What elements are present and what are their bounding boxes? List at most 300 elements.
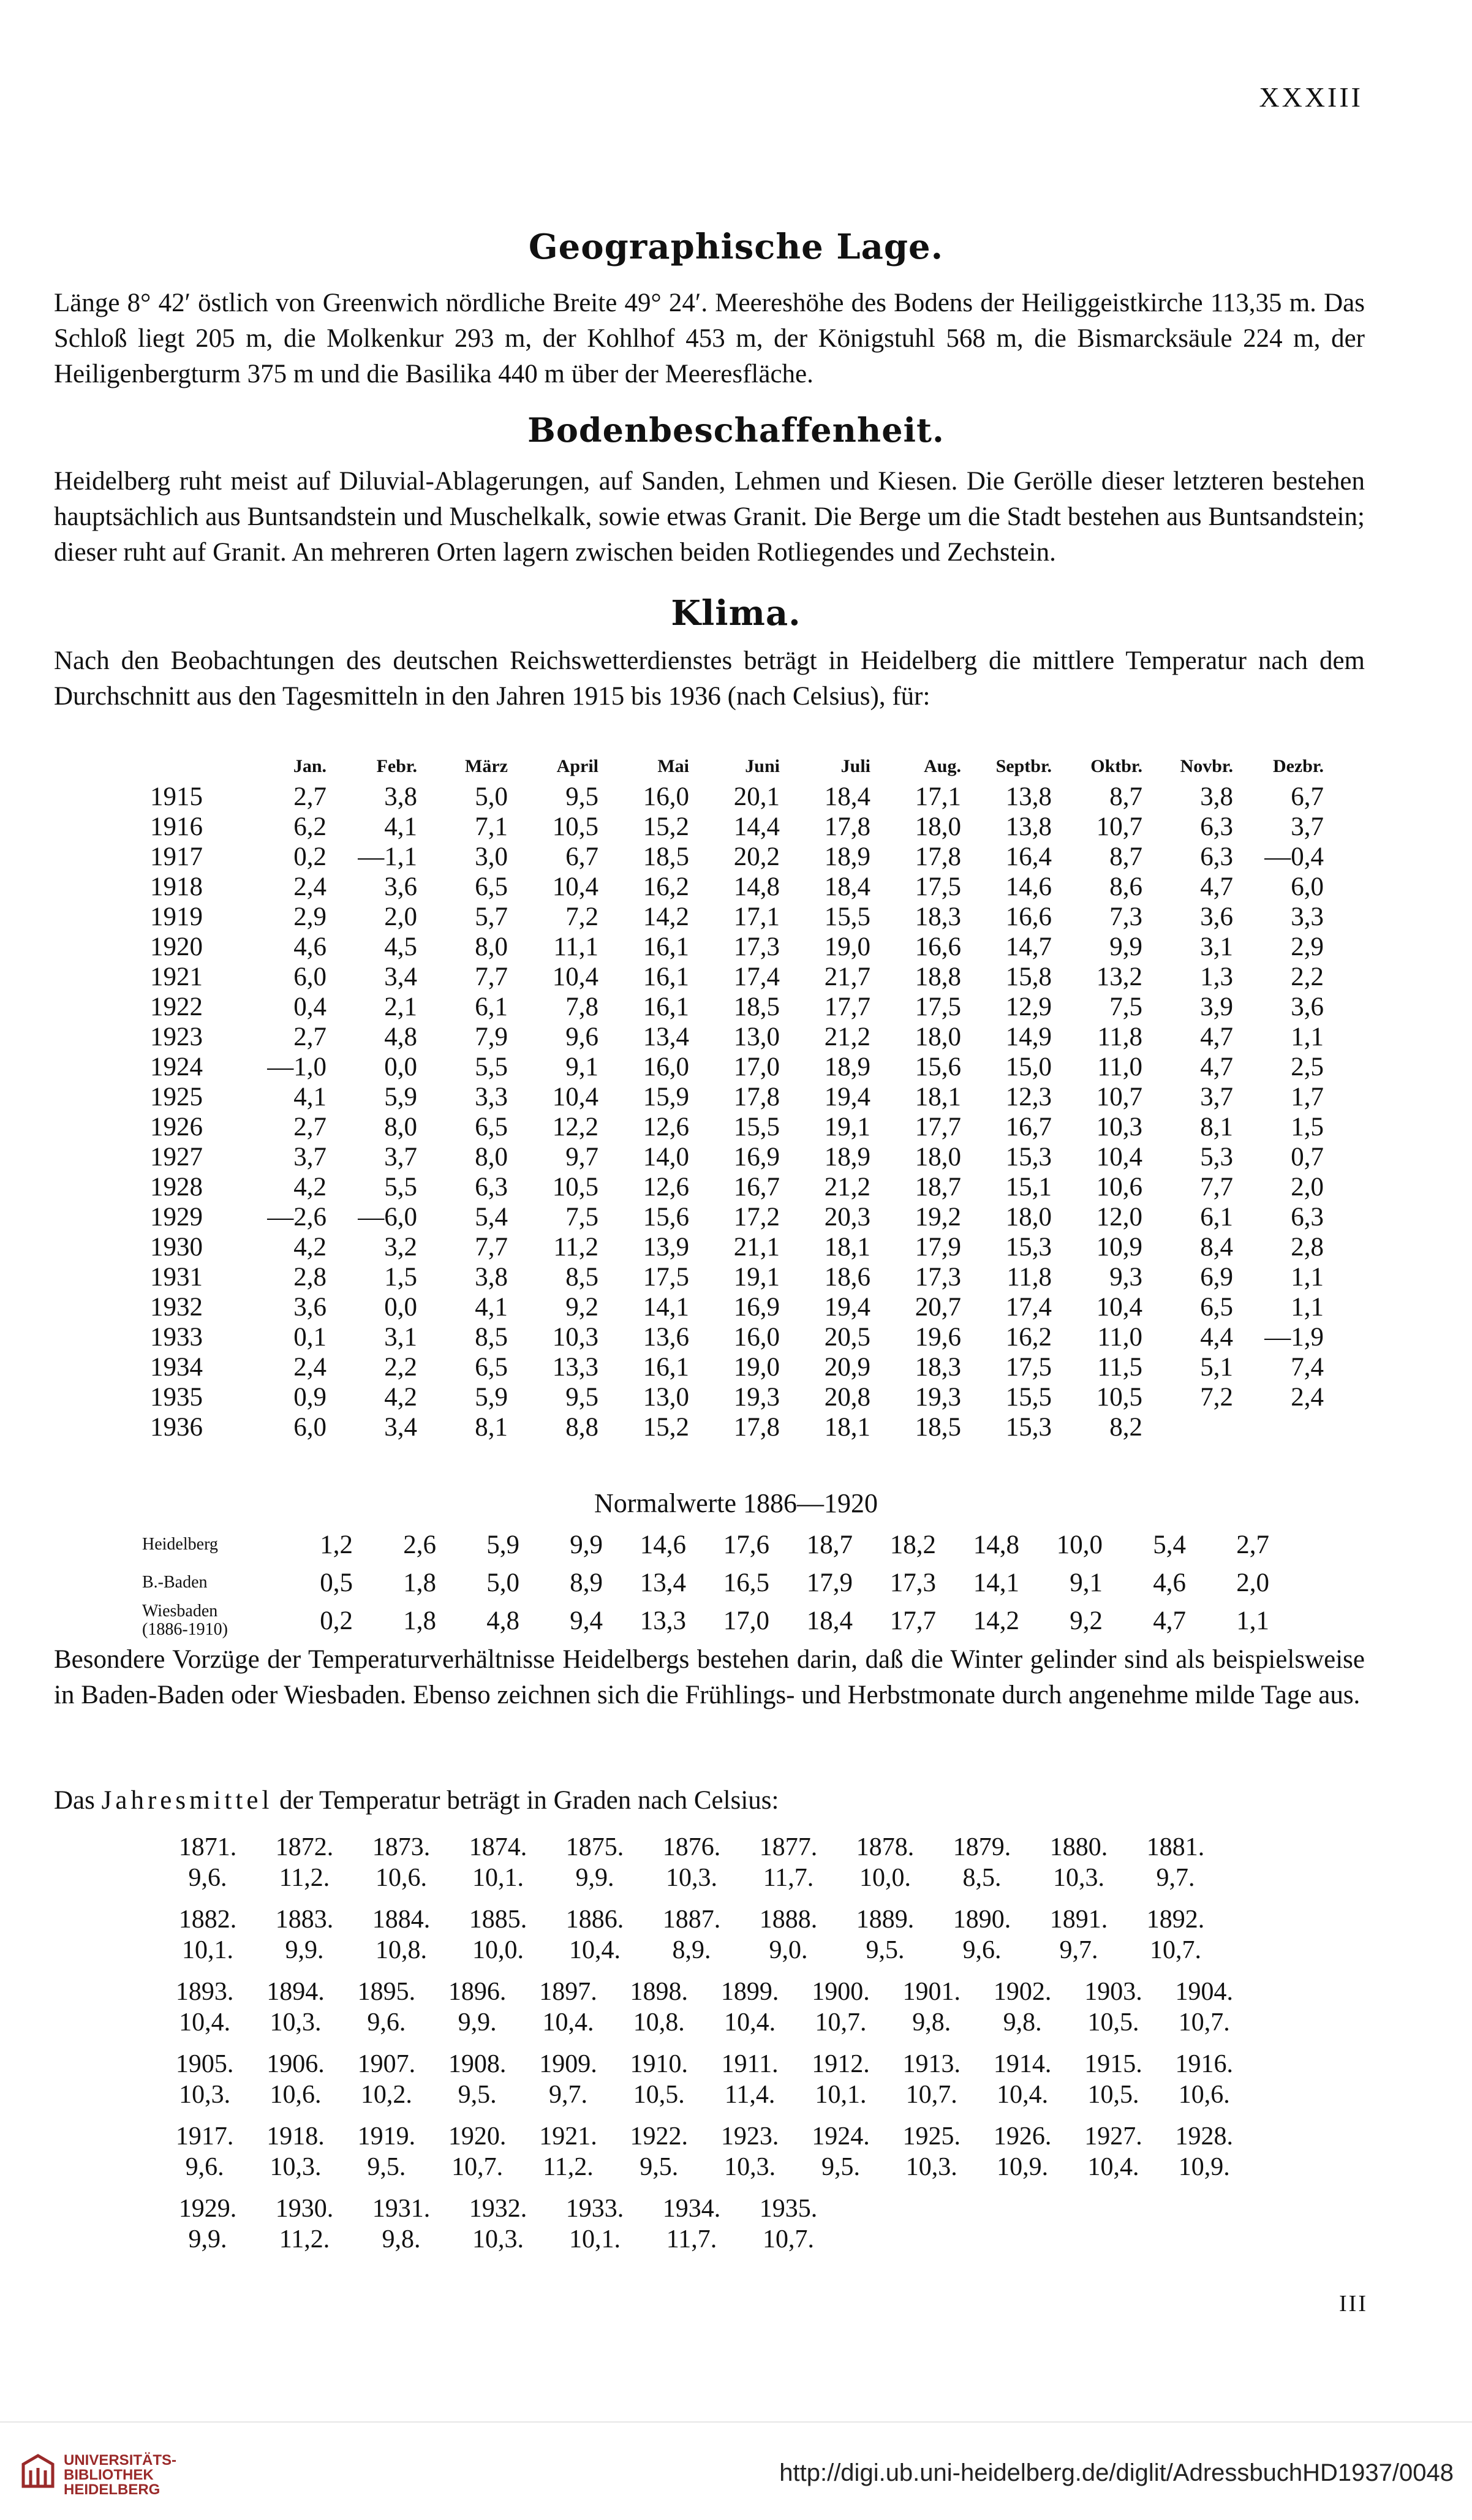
source-url-link[interactable]: http://digi.ub.uni-heidelberg.de/diglit/AdressbuchHD1937/0048 [779,2459,1454,2486]
temperature-cell: 3,4 [384,1413,417,1442]
annual-mean: 9,6. [367,2008,406,2037]
monthly-temperature-table [123,751,1324,1442]
temperature-cell: 15,8 [1005,963,1052,991]
city-name: B.-Baden [142,1573,208,1592]
annual-mean: 10,8. [376,1936,427,1964]
temperature-cell: 13,0 [643,1383,689,1412]
temperature-cell: 4,7 [1200,872,1233,901]
annual-entry [704,2049,795,2110]
temperature-cell: 18,1 [824,1413,870,1442]
temperature-cell: 10,4 [552,872,598,901]
temperature-cell: 14,6 [1005,872,1052,901]
annual-year: 1927. [1084,2122,1142,2151]
temperature-cell: 7,2 [565,902,598,931]
annual-mean: 10,7. [763,2225,814,2253]
temperature-cell: 0,1 [293,1323,326,1352]
annual-year: 1911. [721,2050,779,2078]
temperature-cell: 21,2 [824,1173,870,1201]
annual-mean: 11,4. [724,2081,776,2109]
annual-year: 1894. [266,1978,325,2006]
temperature-cell: 10,6 [1096,1173,1142,1201]
temperature-cell: 17,6 [723,1530,769,1559]
temperature-cell: 5,0 [475,782,508,811]
annual-year: 1875. [565,1833,624,1861]
table-row [123,1382,1324,1412]
temperature-cell: 12,3 [1005,1083,1052,1111]
temperature-cell: 1,1 [1236,1606,1269,1635]
year-cell: 1922 [150,993,203,1021]
temperature-cell: 15,6 [915,1053,961,1081]
table-row [123,962,1324,992]
annual-mean: 10,7. [1150,1936,1201,1964]
temperature-cell: 10,5 [552,1173,598,1201]
annual-entry [795,2049,886,2110]
annual-entry [432,2049,523,2110]
intro-pre: Das [54,1786,95,1815]
temperature-cell: 2,8 [1291,1233,1324,1262]
temperature-cell: 6,2 [293,812,326,841]
temperature-cell: —0,4 [1264,842,1324,871]
table-row [123,1232,1324,1262]
temperature-cell: 17,4 [1005,1293,1052,1322]
temperature-cell: 7,7 [1200,1173,1233,1201]
annual-year: 1880. [1049,1833,1108,1861]
temperature-cell: 3,1 [384,1323,417,1352]
year-cell: 1917 [150,842,203,871]
year-cell: 1926 [150,1113,203,1141]
temperature-cell: 19,0 [824,933,870,961]
temperature-cell: 11,2 [553,1233,598,1262]
month-header: Febr. [376,756,417,776]
temperature-cell: 2,9 [293,902,326,931]
year-cell: 1920 [150,933,203,961]
annual-mean: 9,7. [1156,1864,1195,1892]
temperature-cell: 9,9 [570,1530,603,1559]
annual-year: 1891. [1049,1905,1108,1934]
annual-entry [250,2121,341,2182]
month-header: Oktbr. [1090,756,1142,776]
temperature-cell: 6,0 [293,1413,326,1442]
year-cell: 1915 [150,782,203,811]
annual-mean: 10,6. [270,2081,322,2109]
temperature-cell: 18,5 [733,993,780,1021]
temperature-cell: 5,9 [384,1083,417,1111]
temperature-cell: 3,7 [1291,812,1324,841]
temperature-cell: 7,5 [1109,993,1142,1021]
temperature-cell: 20,3 [824,1203,870,1232]
temperature-cell: 17,5 [1005,1353,1052,1382]
annual-entry [1068,2049,1158,2110]
annual-entry [450,1904,546,1966]
year-cell: 1918 [150,872,203,901]
temperature-cell: 16,1 [643,1353,689,1382]
table-row [142,1602,1269,1640]
paragraph-jahresmittel-intro [54,1783,1365,1818]
month-header: Juli [840,756,870,776]
annual-mean: 8,5. [962,1864,1002,1892]
temperature-cell: 19,0 [733,1353,780,1382]
annual-mean: 9,9. [575,1864,614,1892]
temperature-cell: 10,3 [552,1323,598,1352]
annual-year: 1900. [812,1978,870,2006]
temperature-cell: 0,9 [293,1383,326,1412]
annual-year: 1877. [759,1833,818,1861]
annual-year: 1934. [662,2195,721,2223]
temperature-cell: 19,2 [915,1203,961,1232]
temperature-cell: 6,3 [475,1173,508,1201]
temperature-cell: 8,8 [565,1413,598,1442]
year-cell: 1935 [150,1383,203,1412]
temperature-cell: 1,7 [1291,1083,1324,1111]
temperature-cell: —1,0 [267,1053,326,1081]
temperature-cell: 4,7 [1200,1053,1233,1081]
annual-mean: 10,7. [815,2008,867,2037]
temperature-cell: 4,1 [475,1293,508,1322]
temperature-cell: 14,9 [1005,1023,1052,1051]
annual-mean: 9,7. [1059,1936,1098,1964]
temperature-cell: 5,5 [384,1173,417,1201]
annual-year: 1901. [902,1978,961,2006]
temperature-cell: 18,0 [1005,1203,1052,1232]
table-header-row [123,751,1324,782]
temperature-cell: 5,3 [1200,1143,1233,1171]
temperature-cell: 14,7 [1005,933,1052,961]
annual-mean: 10,8. [633,2008,685,2037]
annual-year: 1923. [720,2122,779,2151]
annual-mean: 10,4. [542,2008,594,2037]
temperature-cell: 8,9 [570,1568,603,1597]
annual-entry [432,2121,523,2182]
annual-mean: 8,9. [672,1936,711,1964]
annual-row [159,1832,1250,1893]
temperature-cell: 3,6 [1200,902,1233,931]
temperature-cell: —6,0 [358,1203,417,1232]
temperature-cell: 18,3 [915,1353,961,1382]
annual-mean: 10,3. [666,1864,717,1892]
temperature-cell: 16,6 [915,933,961,961]
temperature-cell: 4,2 [293,1233,326,1262]
temperature-cell: 4,6 [293,933,326,961]
annual-entry [546,2193,643,2255]
temperature-cell: 20,1 [733,782,780,811]
temperature-cell: 18,5 [643,842,689,871]
annual-entry [934,1832,1030,1893]
year-cell: 1923 [150,1023,203,1051]
annual-year: 1876. [662,1833,721,1861]
temperature-cell: 18,9 [824,1053,870,1081]
temperature-cell: 17,0 [733,1053,780,1081]
year-cell: 1936 [150,1413,203,1442]
annual-year: 1878. [856,1833,915,1861]
annual-entry [614,1977,704,2038]
temperature-cell: 21,1 [733,1233,780,1262]
temperature-cell: 3,7 [384,1143,417,1171]
temperature-cell: 14,6 [640,1530,686,1559]
temperature-cell: 10,0 [1056,1530,1103,1559]
annual-year: 1873. [372,1833,431,1861]
table-row [142,1564,1269,1602]
annual-mean: 10,6. [1178,2081,1230,2109]
table-row [123,842,1324,872]
month-header: März [465,756,508,776]
temperature-cell: 9,1 [565,1053,598,1081]
temperature-cell: 0,7 [1291,1143,1324,1171]
annual-year: 1912. [812,2050,870,2078]
temperature-cell: 15,6 [643,1203,689,1232]
annual-mean: 9,9. [285,1936,324,1964]
annual-year: 1887. [662,1905,721,1934]
annual-year: 1922. [630,2122,689,2151]
heading-geographische-lage: Geographische Lage. [528,227,944,267]
annual-year: 1881. [1146,1833,1205,1861]
table-row [123,782,1324,812]
annual-entry [341,2121,432,2182]
temperature-cell: 10,4 [552,963,598,991]
annual-entry [837,1832,934,1893]
library-line-1: UNIVERSITÄTS- [64,2452,177,2469]
year-cell: 1930 [150,1233,203,1262]
temperature-cell: 9,2 [565,1293,598,1322]
temperature-cell: 0,5 [320,1568,353,1597]
table-row [123,1322,1324,1352]
annual-year: 1882. [178,1905,237,1934]
annual-entry [1159,2121,1250,2182]
temperature-cell: 8,1 [1200,1113,1233,1141]
temperature-cell: 8,5 [565,1263,598,1292]
temperature-cell: 2,0 [384,902,417,931]
annual-row [159,1904,1250,1966]
temperature-cell: 6,5 [1200,1293,1233,1322]
annual-year: 1872. [275,1833,334,1861]
annual-entry [704,2121,795,2182]
temperature-cell: 6,5 [475,1353,508,1382]
temperature-cell: 16,9 [733,1143,780,1171]
annual-year: 1914. [993,2050,1052,2078]
annual-mean: 9,8. [912,2008,951,2037]
table-row [123,1052,1324,1082]
page-number: XXXIII [1259,81,1363,113]
annual-mean: 9,8. [382,2225,421,2253]
year-cell: 1929 [150,1203,203,1232]
city-name: Heidelberg [142,1535,218,1554]
month-header: April [556,756,598,776]
annual-year: 1888. [759,1905,818,1934]
year-cell: 1921 [150,963,203,991]
year-cell: 1916 [150,812,203,841]
temperature-cell: 16,6 [1005,902,1052,931]
temperature-cell: 0,2 [293,842,326,871]
annual-year: 1931. [372,2195,431,2223]
temperature-cell: 2,2 [1291,963,1324,991]
annual-mean: 9,5. [367,2153,406,2181]
annual-entry [1127,1832,1224,1893]
temperature-cell: 15,3 [1005,1413,1052,1442]
annual-mean: 10,7. [905,2081,957,2109]
temperature-cell: 6,1 [475,993,508,1021]
table-row [123,1262,1324,1292]
temperature-cell: 2,7 [1236,1530,1269,1559]
annual-year: 1913. [902,2050,961,2078]
annual-mean: 9,6. [188,1864,227,1892]
temperature-cell: 16,1 [643,993,689,1021]
temperature-cell: 15,2 [643,1413,689,1442]
annual-mean: 11,2. [279,2225,330,2253]
annual-entry [159,2193,256,2255]
month-header: Jan. [293,756,326,776]
annual-mean: 9,8. [1003,2008,1042,2037]
temperature-cell: 6,9 [1200,1263,1233,1292]
annual-entry [704,1977,795,2038]
temperature-cell: 1,8 [403,1606,436,1635]
annual-mean: 10,3. [472,2225,524,2253]
temperature-cell: 17,4 [733,963,780,991]
annual-year: 1897. [539,1978,597,2006]
temperature-cell: 16,9 [733,1293,780,1322]
temperature-cell [1233,1412,1324,1442]
temperature-cell: 4,2 [293,1173,326,1201]
annual-entry [159,1832,256,1893]
temperature-cell: 18,6 [824,1263,870,1292]
temperature-cell: 17,5 [643,1263,689,1292]
temperature-cell: 4,5 [384,933,417,961]
temperature-cell: 18,0 [915,1143,961,1171]
temperature-cell: 6,5 [475,1113,508,1141]
temperature-cell: 16,0 [643,782,689,811]
temperature-cell: 8,0 [475,1143,508,1171]
annual-entry [886,2121,977,2182]
temperature-cell: 9,7 [565,1143,598,1171]
temperature-cell: 14,2 [973,1606,1019,1635]
annual-year: 1918. [266,2122,325,2151]
temperature-cell: 17,8 [733,1413,780,1442]
annual-entry [256,1832,353,1893]
temperature-cell: 10,4 [552,1083,598,1111]
temperature-cell: 19,4 [824,1293,870,1322]
annual-mean: 10,5. [1087,2008,1139,2037]
temperature-cell: 13,9 [643,1233,689,1262]
temperature-cell: 5,9 [475,1383,508,1412]
annual-entry [353,2193,450,2255]
normalwerte-table [142,1526,1269,1640]
annual-mean: 10,5. [633,2081,685,2109]
temperature-cell: 13,2 [1096,963,1142,991]
annual-year: 1892. [1146,1905,1205,1934]
annual-mean: 10,7. [1178,2008,1230,2037]
temperature-cell: 5,0 [486,1568,519,1597]
paragraph-geographische-lage: Länge 8° 42′ östlich von Greenwich nördliche Breite 49° 24′. Meereshöhe des Bodens der Heiliggeistkirche 113,35 m. Das Schloß liegt 205 m, die Molkenkur 293 m, der Kohlhof 453 m, der Königstuhl 568 m, die Bismarcksäule 224 m, der Heiligenbergturm 375 m und die Basilika 440 m über der Meeresfläche. [54,289,1365,388]
temperature-cell: 6,0 [293,963,326,991]
temperature-cell: 18,1 [915,1083,961,1111]
temperature-cell: 17,7 [889,1606,936,1635]
temperature-cell: 12,0 [1096,1203,1142,1232]
temperature-cell: 3,0 [475,842,508,871]
temperature-cell: 2,9 [1291,933,1324,961]
month-header: Aug. [924,756,961,776]
annual-year: 1906. [266,2050,325,2078]
temperature-cell: 19,6 [915,1323,961,1352]
paragraph-vorzuege: Besondere Vorzüge der Temperaturverhältnisse Heidelbergs bestehen darin, daß die Winter gelinder sind als beispielsweise in Baden-Baden oder Wiesbaden. Ebenso zeichnen sich die Frühlings- und Herbstmonate durch angenehme milde Tage aus. [54,1645,1365,1709]
temperature-cell: 17,3 [889,1568,936,1597]
annual-mean: 11,2. [279,1864,330,1892]
annual-entry [250,2049,341,2110]
temperature-cell: 14,0 [643,1143,689,1171]
annual-entry [353,1904,450,1966]
temperature-cell: 4,1 [293,1083,326,1111]
temperature-cell: 16,0 [733,1323,780,1352]
temperature-cell: 11,0 [1097,1053,1142,1081]
temperature-cell: 21,2 [824,1023,870,1051]
temperature-cell: 10,3 [1096,1113,1142,1141]
temperature-cell: 14,1 [643,1293,689,1322]
temperature-cell: 4,2 [384,1383,417,1412]
table-row [123,1172,1324,1202]
table-row [123,872,1324,902]
annual-mean: 10,9. [997,2153,1049,2181]
footer-bar [0,2421,1472,2520]
temperature-cell: 16,1 [643,933,689,961]
annual-mean: 9,5. [640,2153,679,2181]
temperature-cell: 3,6 [1291,993,1324,1021]
annual-year: 1885. [469,1905,527,1934]
annual-entry [1030,1904,1127,1966]
annual-year: 1925. [902,2122,961,2151]
temperature-cell: 10,5 [1096,1383,1142,1412]
annual-year: 1908. [448,2050,507,2078]
table-row [123,1292,1324,1322]
temperature-cell: —1,1 [358,842,417,871]
temperature-cell: 17,5 [915,993,961,1021]
annual-mean: 10,6. [376,1864,427,1892]
temperature-cell: 18,7 [915,1173,961,1201]
temperature-cell: 17,1 [915,782,961,811]
temperature-cell: 4,7 [1200,1023,1233,1051]
temperature-cell: 4,4 [1200,1323,1233,1352]
annual-year: 1886. [565,1905,624,1934]
temperature-cell: 5,1 [1200,1353,1233,1382]
temperature-cell: 3,8 [475,1263,508,1292]
temperature-cell: 6,5 [475,872,508,901]
intro-spaced: Jahresmittel [101,1786,273,1815]
temperature-cell: 19,4 [824,1083,870,1111]
annual-row [159,2193,1250,2255]
temperature-cell: 15,3 [1005,1233,1052,1262]
temperature-cell: 9,6 [565,1023,598,1051]
month-header: Juni [745,756,780,776]
temperature-cell: 8,7 [1109,842,1142,871]
annual-entry [523,2121,613,2182]
annual-mean: 11,7. [763,1864,814,1892]
temperature-cell: 7,7 [475,963,508,991]
temperature-cell: 10,5 [552,812,598,841]
annual-year: 1898. [630,1978,689,2006]
temperature-cell: 1,5 [1291,1113,1324,1141]
annual-mean: 9,6. [185,2153,224,2181]
temperature-cell: 18,4 [806,1606,853,1635]
temperature-cell: 15,5 [824,902,870,931]
temperature-cell: 1,2 [320,1530,353,1559]
temperature-cell: 9,5 [565,1383,598,1412]
annual-mean: 10,3. [905,2153,957,2181]
temperature-cell: —2,6 [267,1203,326,1232]
annual-year: 1926. [993,2122,1052,2151]
temperature-cell: 16,7 [1005,1113,1052,1141]
temperature-cell: 11,1 [553,933,598,961]
temperature-cell: 7,7 [475,1233,508,1262]
annual-year: 1874. [469,1833,527,1861]
annual-entry [886,1977,977,2038]
university-library-logo-icon [18,2452,58,2491]
temperature-cell: 19,3 [733,1383,780,1412]
